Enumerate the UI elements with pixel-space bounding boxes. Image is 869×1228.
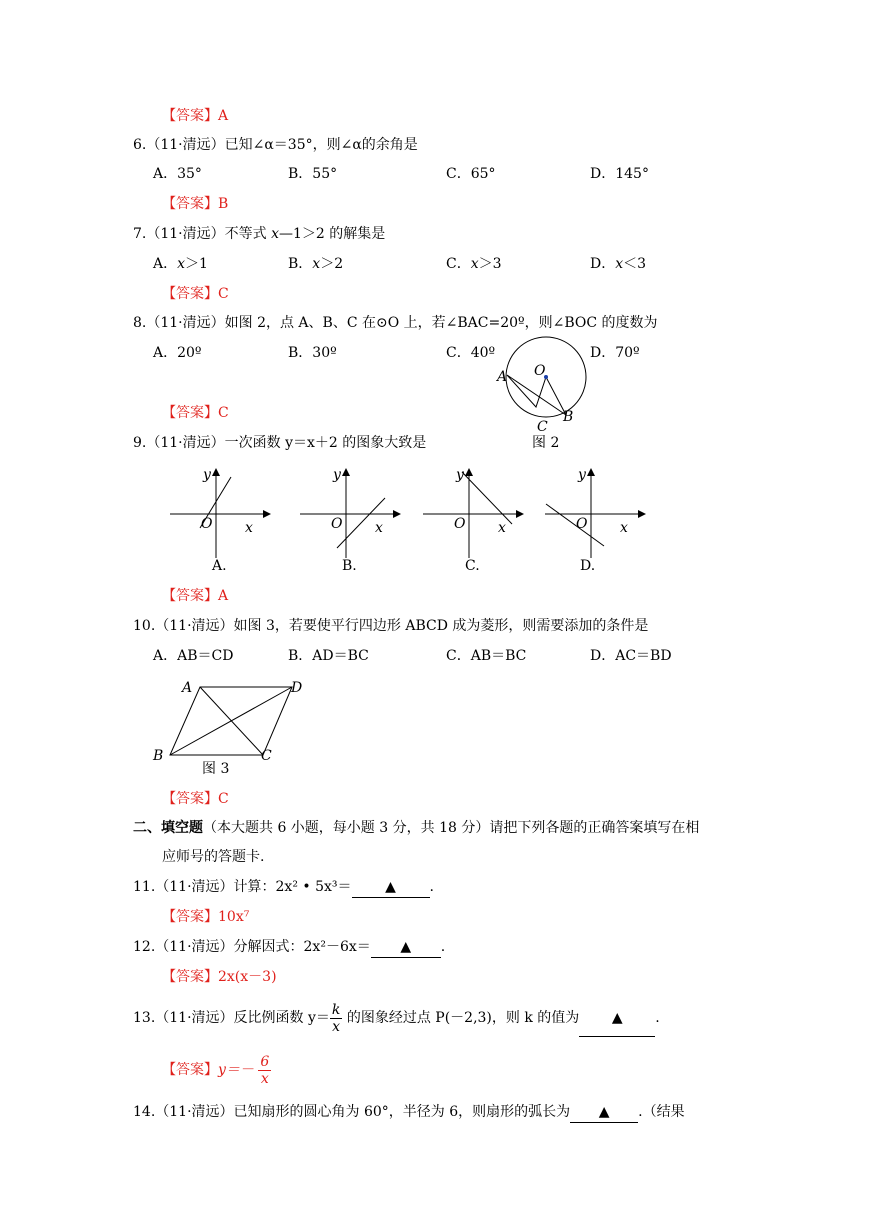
answer-label: 【答案】 [162,196,218,212]
answer-label: 【答案】 [162,286,218,302]
question-12-stem [133,937,445,958]
section-desc: （本大题共 6 小题，每小题 3 分，共 18 分）请把下列各题的正确答案填写在相 [203,820,700,836]
option-letter: A． [153,256,178,272]
x-label: x [245,520,253,536]
question-7-stem [133,224,385,244]
q7-option-a [153,254,208,274]
answer-value: 2x(x－3) [218,969,277,985]
label-c: C [537,419,548,435]
answer-value: A [218,108,229,124]
q13-suffix: 的图象经过点 P(－2,3)，则 k 的值为 [342,1010,580,1026]
x-arrow [638,510,646,518]
answer-value: B [218,196,229,212]
label-c: C [261,748,272,764]
q6-option-c: C．65° [446,166,496,182]
q11-end: . [429,879,434,895]
q12-text: 12.（11·清远）分解因式：2x²－6x＝ [133,939,371,955]
x-arrow [263,510,271,518]
q8-option-d: D．70º [590,345,640,361]
figure-3-caption: 图 3 [202,761,230,777]
question-11-stem [133,877,434,898]
q14-end: .（结果 [638,1104,685,1120]
answer-prefix: y＝－ [218,1062,254,1078]
label-b: B [563,409,574,425]
q13-end: . [655,1010,660,1026]
answer-value: C [218,791,229,807]
y-arrow [587,468,595,476]
answer-label: 【答案】 [162,1062,218,1078]
answer-blank: ▲ [352,877,430,898]
option-rel: ＞3 [478,256,502,272]
frac-den: x [260,1070,269,1087]
option-rel: ＞2 [320,256,344,272]
section-2-header [133,818,699,838]
answer-q8 [162,403,229,423]
section-2-desc-cont: 应师号的答题卡. [162,849,265,865]
fraction-k-over-x [330,1002,342,1035]
x-arrow [516,510,524,518]
graph-option-c [418,466,528,566]
answer-q5 [162,106,228,126]
y-label: y [333,467,341,483]
q14-text: 14.（11·清远）已知扇形的圆心角为 60°，半径为 6，则扇形的弧长为 [133,1104,571,1120]
origin-label: O [331,516,343,532]
x-arrow [393,510,401,518]
x-label: x [498,520,506,536]
answer-label: 【答案】 [162,405,218,421]
origin-label: O [454,516,466,532]
q10-option-a: A．AB＝CD [153,648,234,664]
frac-num: k [331,1001,341,1018]
function-line [546,504,604,546]
label-a: A [497,369,508,385]
question-6-stem: 6.（11·清远）已知∠α＝35°，则∠α的余角是 [133,137,418,153]
question-14-stem [133,1102,685,1123]
answer-fraction [258,1054,271,1087]
frac-den: x [332,1018,341,1035]
graph-option-b [295,466,405,566]
answer-q7 [162,284,229,304]
answer-label: 【答案】 [162,791,218,807]
q6-option-a: A．35° [153,166,202,182]
graph-label-a: A. [212,558,227,574]
figure-2-circle [495,335,605,435]
label-a: A [182,680,193,696]
q6-option-b: B．55° [288,166,338,182]
graph-label-d: D. [580,558,596,574]
answer-q10 [162,789,229,809]
option-rel: ＜3 [623,256,647,272]
q7-option-d [590,254,646,274]
option-rel: ＞1 [185,256,208,272]
q13-prefix: 13.（11·清远）反比例函数 y＝ [133,1010,330,1026]
option-var: x [470,256,479,272]
figure-2-caption: 图 2 [532,435,560,451]
answer-label: 【答案】 [162,108,218,124]
triangle-lines [507,375,566,415]
q7-prefix: 7.（11·清远）不等式 [133,226,272,242]
origin-label: O [576,516,588,532]
x-label: x [375,520,383,536]
answer-label: 【答案】 [162,909,218,925]
origin-label: O [201,516,213,532]
question-9-stem: 9.（11·清远）一次函数 y＝x＋2 的图象大致是 [133,435,427,451]
frac-num: 6 [260,1053,270,1070]
q8-option-a: A．20º [153,345,202,361]
q10-option-c: C．AB＝BC [446,648,527,664]
y-label: y [203,467,211,483]
graph-option-d [540,466,650,566]
answer-q9 [162,586,228,606]
answer-q13 [162,1052,271,1088]
q7-var: x [271,226,279,242]
y-label: y [456,467,464,483]
answer-q12 [162,967,277,987]
answer-value: C [218,286,229,302]
label-o: O [534,363,546,379]
option-var: x [312,256,321,272]
graph-label-b: B. [342,558,357,574]
y-arrow [465,468,473,476]
question-10-stem: 10.（11·清远）如图 3，若要使平行四边形 ABCD 成为菱形，则需要添加的条件是 [133,618,649,634]
graph-label-c: C. [465,558,480,574]
question-8-stem: 8.（11·清远）如图 2，点 A、B、C 在⊙O 上，若∠BAC=20º，则∠BOC 的度数为 [133,315,658,331]
option-letter: C． [446,256,471,272]
answer-value: A [218,588,229,604]
answer-q6 [162,194,228,214]
option-letter: B． [288,256,313,272]
graph-option-a [165,466,275,566]
option-letter: D． [590,256,616,272]
option-var: x [177,256,186,272]
q7-option-b [288,254,343,274]
label-d: D [291,680,303,696]
answer-label: 【答案】 [162,588,218,604]
q6-option-d: D．145° [590,166,649,182]
answer-label: 【答案】 [162,969,218,985]
answer-value: 10x⁷ [218,909,250,925]
q12-end: . [440,939,446,955]
answer-blank: ▲ [371,937,441,958]
x-label: x [620,520,628,536]
section-heading: 二、填空题 [133,820,203,836]
diagonal-bd [170,687,292,755]
answer-blank: ▲ [579,1000,655,1037]
q8-option-c: C．40º [446,345,496,361]
answer-value: C [218,405,229,421]
answer-blank: ▲ [570,1102,638,1123]
option-var: x [615,256,624,272]
q7-suffix: —1＞2 的解集是 [278,226,386,242]
q8-option-b: B．30º [288,345,337,361]
label-b: B [153,748,164,764]
y-arrow [212,468,220,476]
answer-q11 [162,907,249,927]
q10-option-b: B．AD＝BC [288,648,369,664]
question-13-stem [133,1000,660,1037]
q10-option-d: D．AC＝BD [590,648,672,664]
y-arrow [342,468,350,476]
q11-text: 11.（11·清远）计算：2x² • 5x³＝ [133,879,352,895]
y-label: y [578,467,586,483]
figure-3-parallelogram [150,675,310,785]
q7-option-c [446,254,502,274]
